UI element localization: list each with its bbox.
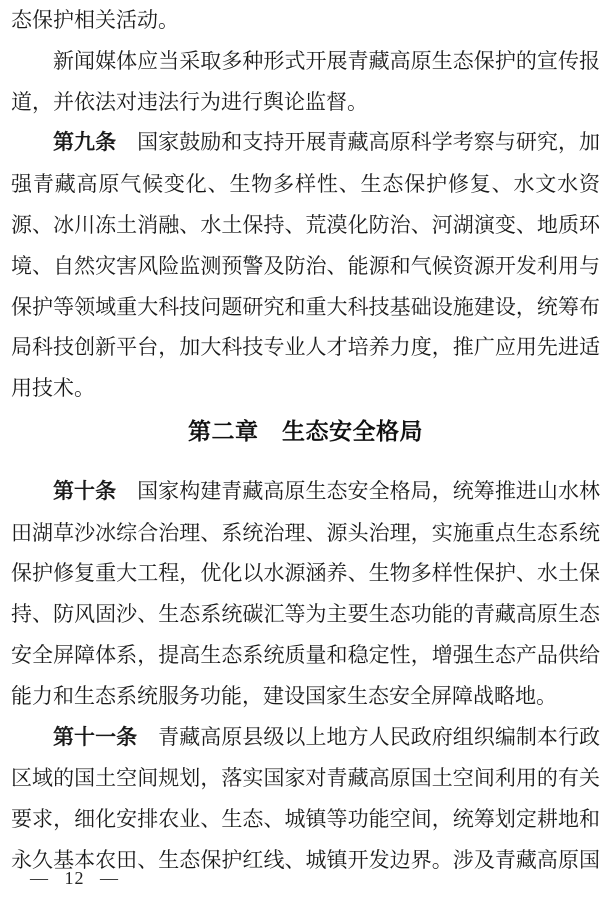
article-text: 国家鼓励和支持开展青藏高原科学考察与研究，加强青藏高原气候变化、生物多样性、生态保护修复、水文水资源、冰川冻土消融、水土保持、荒漠化防治、河湖演变、地质环境、自然灾害风险监测预警及防治、能源和气候资源开发利用与保护等领域重大科技问题研究和重大科技基础设施建设，统筹布局科技创新平台，加大科技专业人才培养力度，推广应用先进适用技术。 — [11, 130, 600, 401]
paragraph: 新闻媒体应当采取多种形式开展青藏高原生态保护的宣传报道，并依法对违法行为进行舆论监督。 — [11, 48, 600, 114]
page-number: — 12 — — [30, 868, 119, 888]
article-paragraph — [11, 122, 600, 409]
article-number-label: 第十条 — [53, 479, 117, 503]
article-number-label: 第十一条 — [53, 725, 138, 749]
paragraph-continuation: 态保护相关活动。 — [11, 8, 179, 32]
article-paragraph — [11, 471, 600, 717]
article-text: 国家构建青藏高原生态安全格局，统筹推进山水林田湖草沙冰综合治理、系统治理、源头治理，实施重点生态系统保护修复重大工程，优化以水源涵养、生物多样性保护、水土保持、防风固沙、生态系统碳汇等为主要生态功能的青藏高原生态安全屏障体系，提高生态系统质量和稳定性，增强生态产品供给能力和生态系统服务功能，建设国家生态安全屏障战略地。 — [11, 478, 600, 708]
article-paragraph — [11, 717, 600, 881]
article-text: 青藏高原县级以上地方人民政府组织编制本行政区域的国土空间规划，落实国家对青藏高原国土空间利用的有关要求，细化安排农业、生态、城镇等功能空间，统筹划定耕地和永久基本农田、生态保护红线、城镇开发边界。涉及青藏高原国 — [11, 724, 601, 872]
chapter-heading: 第二章 生态安全格局 — [188, 417, 423, 444]
article-number-label: 第九条 — [53, 131, 117, 155]
